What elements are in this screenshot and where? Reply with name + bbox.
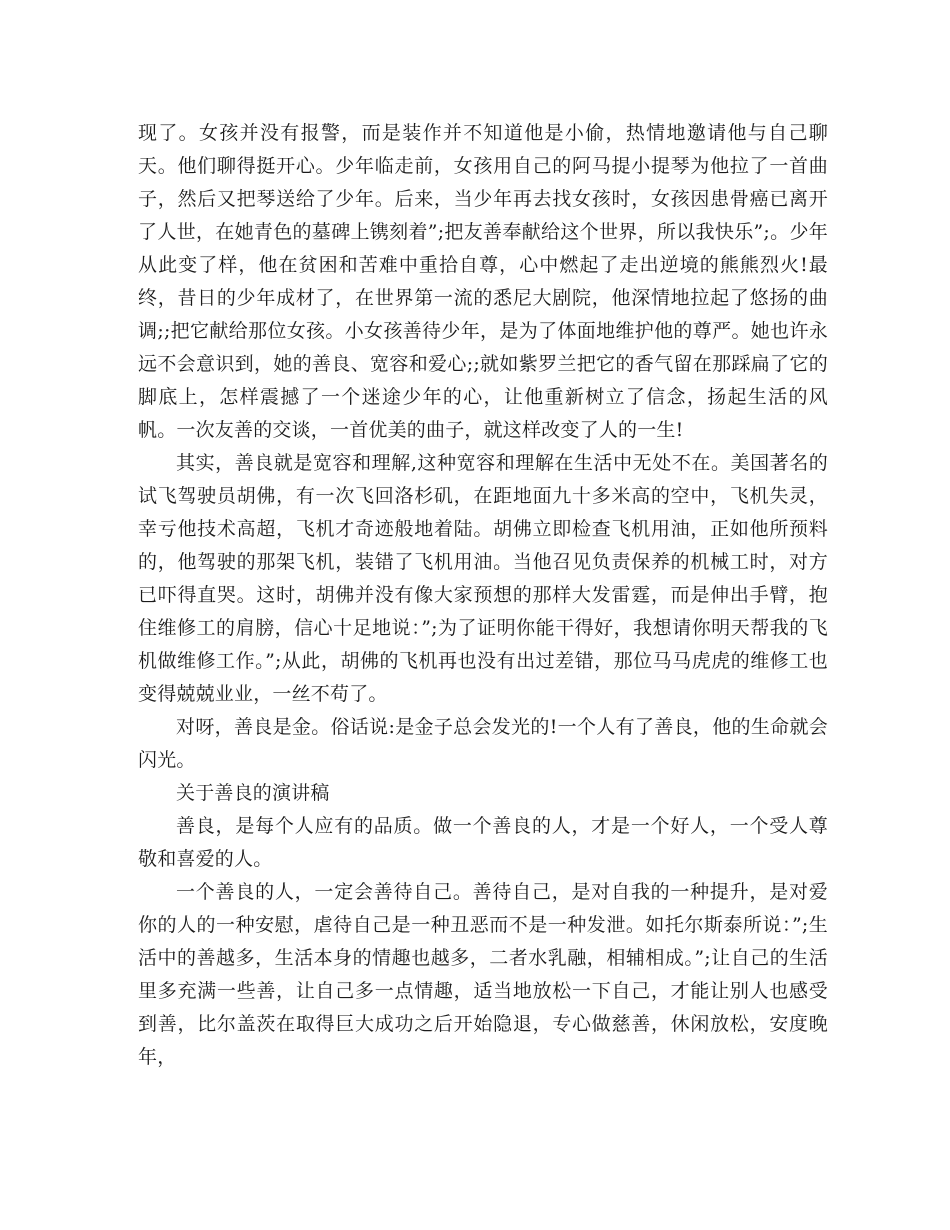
paragraph-2: 其实，善良就是宽容和理解,这种宽容和理解在生活中无处不在。美国著名的试飞驾驶员胡佛，有一次飞回洛杉矶，在距地面九十多米高的空中，飞机失灵，幸亏他技术高超，飞机才奇迹般地着陆。胡佛立即检查飞机用油，正如他所预料的，他驾驶的那架飞机，装错了飞机用油。当他召见负责保养的机械工时，对方已吓得直哭。这时，胡佛并没有像大家预想的那样大发雷霆，而是伸出手臂，抱住维修工的肩膀，信心十足地说：”;为了证明你能干得好，我想请你明天帮我的飞机做维修工作。”;从此，胡佛的飞机再也没有出过差错，那位马马虎虎的维修工也变得兢兢业业，一丝不苟了。 xyxy=(138,452,828,705)
paragraph-4: 善良，是每个人应有的品质。做一个善良的人，才是一个好人，一个受人尊敬和喜爱的人。 xyxy=(138,815,828,870)
paragraph-5: 一个善良的人，一定会善待自己。善待自己，是对自我的一种提升，是对爱你的人的一种安慰，虐待自己是一种丑恶而不是一种发泄。如托尔斯泰所说：”;生活中的善越多，生活本身的情趣也越多，二者水乳融，相辅相成。”;让自己的生活里多充满一些善，让自己多一点情趣，适当地放松一下自己，才能让别人也感受到善，比尔盖茨在取得巨大成功之后开始隐退，专心做慈善，休闲放松，安度晚年， xyxy=(138,881,828,1068)
paragraph-3: 对呀，善良是金。俗话说:是金子总会发光的!一个人有了善良，他的生命就会闪光。 xyxy=(138,716,828,771)
document-body xyxy=(138,117,828,1074)
section-title: 关于善良的演讲稿 xyxy=(176,782,330,804)
paragraph-1: 现了。女孩并没有报警，而是装作并不知道他是小偷，热情地邀请他与自己聊天。他们聊得挺开心。少年临走前，女孩用自己的阿马提小提琴为他拉了一首曲子，然后又把琴送给了少年。后来，当少年再去找女孩时，女孩因患骨癌已离开了人世，在她青色的墓碑上镌刻着”;把友善奉献给这个世界，所以我快乐”;。少年从此变了样，他在贫困和苦难中重拾自尊，心中燃起了走出逆境的熊熊烈火!最终，昔日的少年成材了，在世界第一流的悉尼大剧院，他深情地拉起了悠扬的曲调;;把它献给那位女孩。小女孩善待少年，是为了体面地维护他的尊严。她也许永远不会意识到，她的善良、宽容和爱心;;就如紫罗兰把它的香气留在那踩扁了它的脚底上，怎样震撼了一个迷途少年的心，让他重新树立了信念，扬起生活的风帆。一次友善的交谈，一首优美的曲子，就这样改变了人的一生! xyxy=(138,122,828,441)
